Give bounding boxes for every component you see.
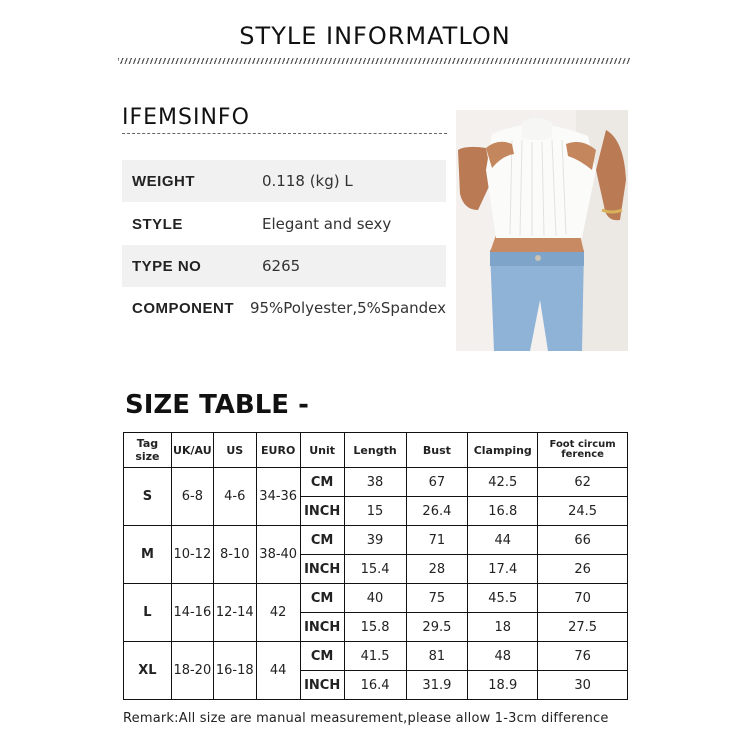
tag-size-cell: XL — [124, 642, 172, 700]
info-row-component — [122, 287, 446, 329]
info-divider — [122, 133, 447, 134]
foot-circumference-cell: 26 — [538, 555, 628, 584]
page-title: STYLE INFORMATLON — [239, 22, 511, 50]
header-cell: Length — [344, 433, 406, 468]
bust-cell: 31.9 — [406, 671, 468, 700]
uk-au-cell: 10-12 — [171, 526, 213, 584]
clamping-cell: 45.5 — [468, 584, 538, 613]
euro-cell: 44 — [256, 642, 300, 700]
length-cell: 15 — [344, 497, 406, 526]
info-value: Elegant and sexy — [262, 215, 392, 233]
tag-size-cell: L — [124, 584, 172, 642]
euro-cell: 34-36 — [256, 468, 300, 526]
clamping-cell: 48 — [468, 642, 538, 671]
info-label: TYPE NO — [132, 257, 202, 275]
us-cell: 4-6 — [213, 468, 256, 526]
header-cell: Clamping — [468, 433, 538, 468]
bust-cell: 81 — [406, 642, 468, 671]
bust-cell: 67 — [406, 468, 468, 497]
header-cell: Bust — [406, 433, 468, 468]
us-cell: 12-14 — [213, 584, 256, 642]
info-value: 0.118 (kg) L — [262, 172, 353, 190]
foot-circumference-cell: 30 — [538, 671, 628, 700]
clamping-cell: 18.9 — [468, 671, 538, 700]
bust-cell: 75 — [406, 584, 468, 613]
foot-circumference-cell: 76 — [538, 642, 628, 671]
bust-cell: 28 — [406, 555, 468, 584]
header-cell: Unit — [300, 433, 344, 468]
unit-cell: CM — [300, 526, 344, 555]
info-label: STYLE — [132, 215, 183, 233]
unit-cell: CM — [300, 584, 344, 613]
remark-text: Remark:All size are manual measurement,please allow 1-3cm difference — [123, 711, 609, 726]
header-cell: UK/AU — [171, 433, 213, 468]
euro-cell: 42 — [256, 584, 300, 642]
unit-cell: INCH — [300, 497, 344, 526]
length-cell: 38 — [344, 468, 406, 497]
info-value: 95%Polyester,5%Spandex — [249, 299, 446, 317]
info-label: WEIGHT — [132, 172, 195, 190]
bust-cell: 71 — [406, 526, 468, 555]
uk-au-cell: 6-8 — [171, 468, 213, 526]
header-cell: Foot circum ference — [538, 433, 628, 468]
info-row-type-no — [122, 245, 446, 287]
clamping-cell: 44 — [468, 526, 538, 555]
unit-cell: INCH — [300, 613, 344, 642]
uk-au-cell: 14-16 — [171, 584, 213, 642]
uk-au-cell: 18-20 — [171, 642, 213, 700]
size-table-heading: SIZE TABLE - — [125, 390, 309, 420]
title-divider — [118, 58, 630, 64]
foot-circumference-cell: 70 — [538, 584, 628, 613]
length-cell: 16.4 — [344, 671, 406, 700]
bust-cell: 29.5 — [406, 613, 468, 642]
euro-cell: 38-40 — [256, 526, 300, 584]
model-photo-icon — [456, 110, 628, 351]
info-row-style — [122, 203, 446, 245]
tag-size-cell: M — [124, 526, 172, 584]
table-row — [124, 526, 628, 555]
header-cell: US — [213, 433, 256, 468]
length-cell: 41.5 — [344, 642, 406, 671]
size-table — [123, 432, 628, 700]
table-row — [124, 584, 628, 613]
length-cell: 40 — [344, 584, 406, 613]
clamping-cell: 16.8 — [468, 497, 538, 526]
length-cell: 15.8 — [344, 613, 406, 642]
foot-circumference-cell: 66 — [538, 526, 628, 555]
info-heading: IFEMSINFO — [122, 105, 250, 130]
table-row — [124, 642, 628, 671]
bust-cell: 26.4 — [406, 497, 468, 526]
us-cell: 16-18 — [213, 642, 256, 700]
info-row-weight — [122, 160, 446, 202]
unit-cell: CM — [300, 468, 344, 497]
clamping-cell: 42.5 — [468, 468, 538, 497]
unit-cell: INCH — [300, 671, 344, 700]
header-cell: Tag size — [124, 433, 172, 468]
table-row — [124, 468, 628, 497]
info-value: 6265 — [262, 257, 301, 275]
unit-cell: INCH — [300, 555, 344, 584]
clamping-cell: 17.4 — [468, 555, 538, 584]
foot-circumference-cell: 27.5 — [538, 613, 628, 642]
unit-cell: CM — [300, 642, 344, 671]
length-cell: 15.4 — [344, 555, 406, 584]
foot-circumference-cell: 62 — [538, 468, 628, 497]
foot-circumference-cell: 24.5 — [538, 497, 628, 526]
clamping-cell: 18 — [468, 613, 538, 642]
tag-size-cell: S — [124, 468, 172, 526]
info-label: COMPONENT — [132, 299, 234, 317]
length-cell: 39 — [344, 526, 406, 555]
size-table-header-row — [124, 433, 628, 468]
us-cell: 8-10 — [213, 526, 256, 584]
header-cell: EURO — [256, 433, 300, 468]
